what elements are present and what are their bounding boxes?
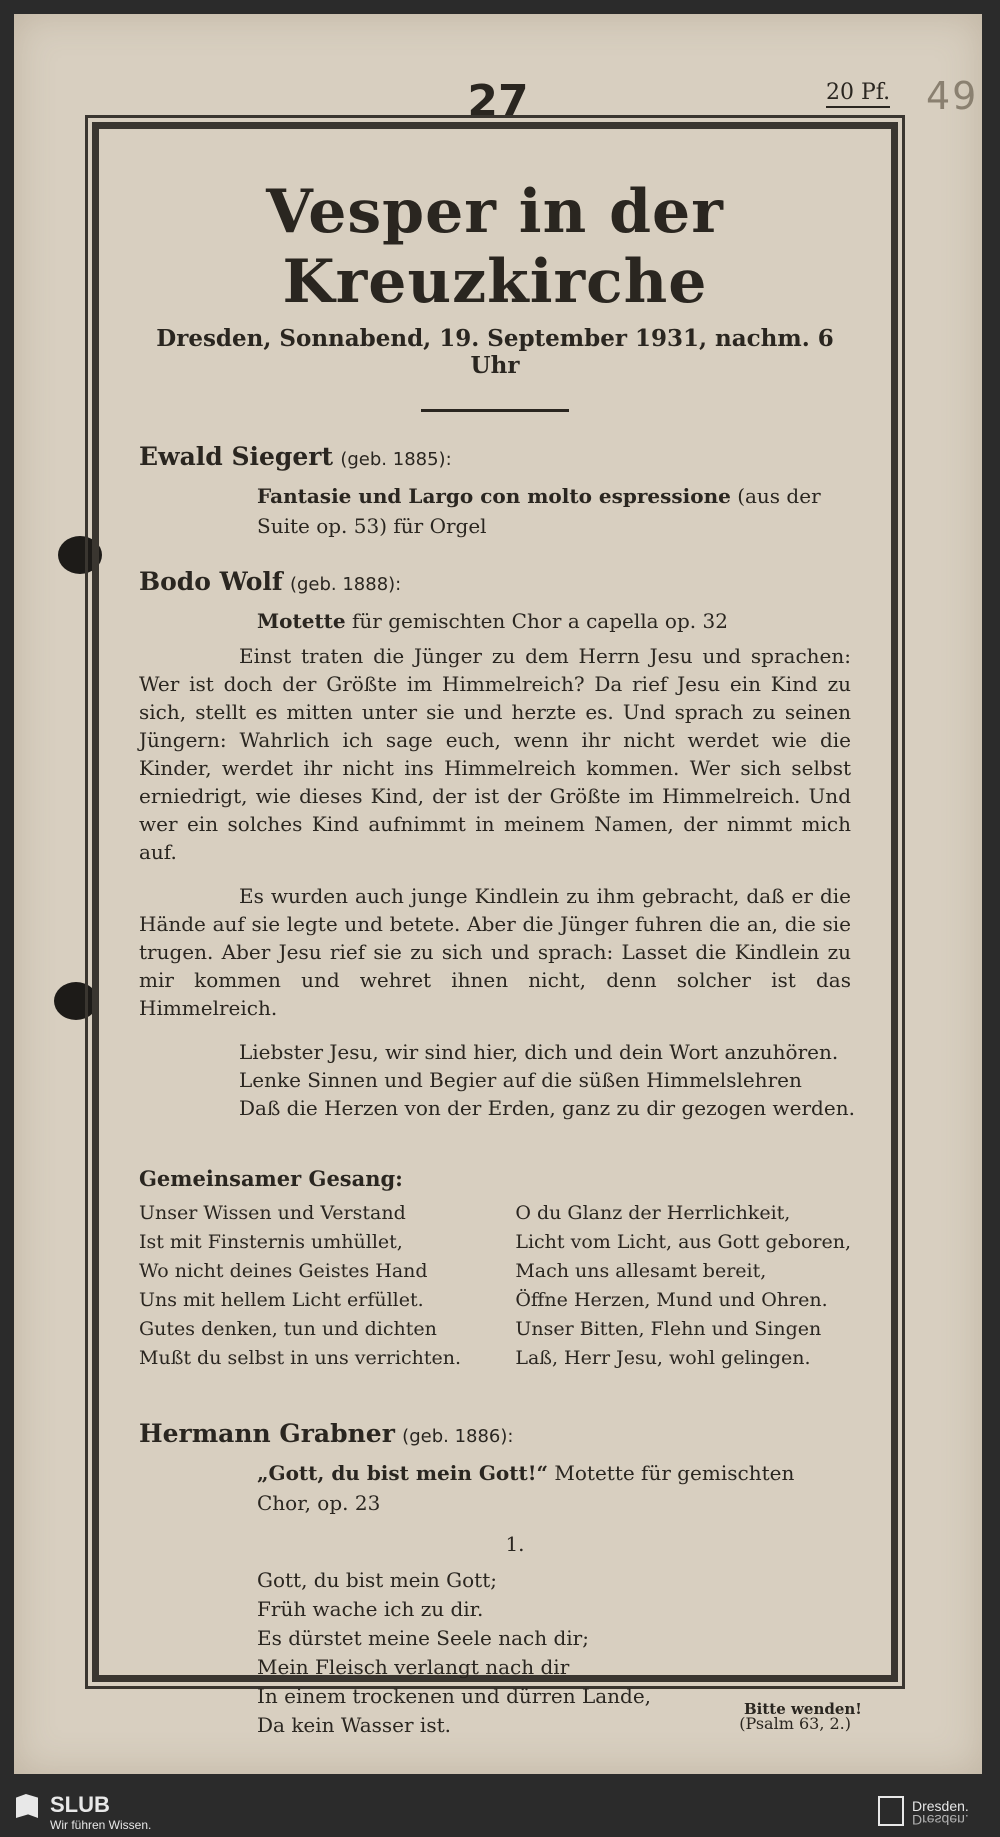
page-title: Vesper in der Kreuzkirche <box>266 177 724 317</box>
psalm-line: In einem trockenen und dürren Lande, <box>257 1684 652 1708</box>
divider <box>421 409 569 412</box>
composer-dates: (geb. 1886): <box>402 1426 514 1447</box>
document-page <box>14 14 982 1774</box>
hymn-line: Mußt du selbst in uns verrichten. <box>139 1347 462 1369</box>
slub-tagline: Wir führen Wissen. <box>50 1818 152 1832</box>
page-number: 27 <box>467 76 529 127</box>
section-numeral: 1. <box>505 1532 525 1556</box>
composer-dates: (geb. 1885): <box>340 449 452 470</box>
text-paragraph: Einst traten die Jünger zu dem Herrn Jesu und sprachen: Wer ist doch der Größte im Himmelreich? Da rief Jesu ein Kind zu sich, stellt es mitten unter sie und herzte es. Und sprach zu seinen Jüngern: Wahrlich ich sage euch, wenn ihr nicht werdet wie die Kinder, werdet ihr nicht ins Himmelreich kommen. Wer sich selbst erniedrigt, wie dieses Kind, der ist der Größte im Himmelreich. Und wer ein solches Kind aufnimmt in meinem Namen, der nimmt mich auf. <box>139 644 851 864</box>
composer-name: Ewald Siegert <box>139 442 334 471</box>
psalm-line: Es dürstet meine Seele nach dir; <box>257 1626 589 1650</box>
hymn-line: Unser Wissen und Verstand <box>139 1202 406 1224</box>
composer-dates: (geb. 1888): <box>289 574 402 595</box>
library-footer-bar <box>0 1786 1000 1837</box>
hymn-line: Ist mit Finsternis umhüllet, <box>139 1231 403 1253</box>
hymn-line: Mach uns allesamt bereit, <box>515 1260 767 1282</box>
verse-line: Liebster Jesu, wir sind hier, dich und dein Wort anzuhören. <box>239 1040 839 1064</box>
hymn-line: O du Glanz der Herrlichkeit, <box>515 1202 791 1224</box>
hymn-column-right <box>515 1199 851 1373</box>
verse-line: Lenke Sinnen und Begier auf die süßen Himmelslehren <box>239 1068 802 1092</box>
work-title: Fantasie und Largo con molto espressione <box>257 484 731 508</box>
work-description <box>139 481 851 541</box>
congregation-heading: Gemeinsamer Gesang: <box>139 1166 403 1191</box>
page-subtitle: Dresden, Sonnabend, 19. September 1931, nachm. 6 Uhr <box>156 325 834 379</box>
composer-heading <box>139 1419 851 1448</box>
hymn-line: Öffne Herzen, Mund und Ohren. <box>515 1289 828 1311</box>
chorale-verse <box>139 1038 855 1122</box>
work-title: „Gott, du bist mein Gott!“ <box>257 1461 549 1485</box>
composer-name: Hermann Grabner <box>139 1419 395 1448</box>
work-details: Motette für gemischten Chor, op. 23 <box>257 1461 795 1515</box>
composer-name: Bodo Wolf <box>139 567 283 596</box>
dresden-logo-text[interactable]: Dresden. <box>912 1798 969 1814</box>
dresden-crest-icon <box>878 1796 904 1826</box>
psalm-line: Früh wache ich zu dir. <box>257 1597 484 1621</box>
price-label: 20 Pf. <box>826 80 890 108</box>
composer-heading <box>139 567 851 596</box>
dresden-logo-mirror: Dresden. <box>912 1812 969 1828</box>
hymn-line: Laß, Herr Jesu, wohl gelingen. <box>515 1347 811 1369</box>
work-description <box>139 1458 851 1518</box>
work-details: (aus der Suite op. 53) für Orgel <box>257 484 821 538</box>
psalm-line: Mein Fleisch verlangt nach dir <box>257 1655 570 1679</box>
work-title: Motette <box>257 609 346 633</box>
text-paragraph: Es wurden auch junge Kindlein zu ihm gebracht, daß er die Hände auf sie legte und betete. Aber die Jünger fuhren die an, die sie trugen. Aber Jesu rief sie zu sich und sprach: Lasset die Kindlein zu mir kommen und wehret ihnen nicht, denn solcher ist das Himmelreich. <box>139 884 851 1020</box>
hymn-line: Unser Bitten, Flehn und Singen <box>515 1318 822 1340</box>
slub-logo-text[interactable]: SLUB <box>50 1792 110 1817</box>
psalm-line: Da kein Wasser ist. <box>257 1713 451 1737</box>
composer-heading <box>139 442 851 471</box>
psalm-line: Gott, du bist mein Gott; <box>257 1568 497 1592</box>
psalm-reference: (Psalm 63, 2.) <box>739 1714 851 1733</box>
work-details: für gemischten Chor a capella op. 32 <box>352 609 728 633</box>
hymn-columns <box>139 1199 851 1373</box>
hymn-column-left <box>139 1199 461 1373</box>
hymn-line: Uns mit hellem Licht erfüllet. <box>139 1289 424 1311</box>
book-icon <box>16 1794 38 1818</box>
hymn-line: Gutes denken, tun und dichten <box>139 1318 437 1340</box>
hymn-line: Wo nicht deines Geistes Hand <box>139 1260 428 1282</box>
work-description <box>139 606 851 636</box>
hymn-line: Licht vom Licht, aus Gott geboren, <box>515 1231 851 1253</box>
turn-page-note: Bitte wenden! <box>744 1700 862 1718</box>
pencil-annotation: 49 <box>926 74 979 118</box>
verse-line: Daß die Herzen von der Erden, ganz zu dir gezogen werden. <box>239 1096 855 1120</box>
